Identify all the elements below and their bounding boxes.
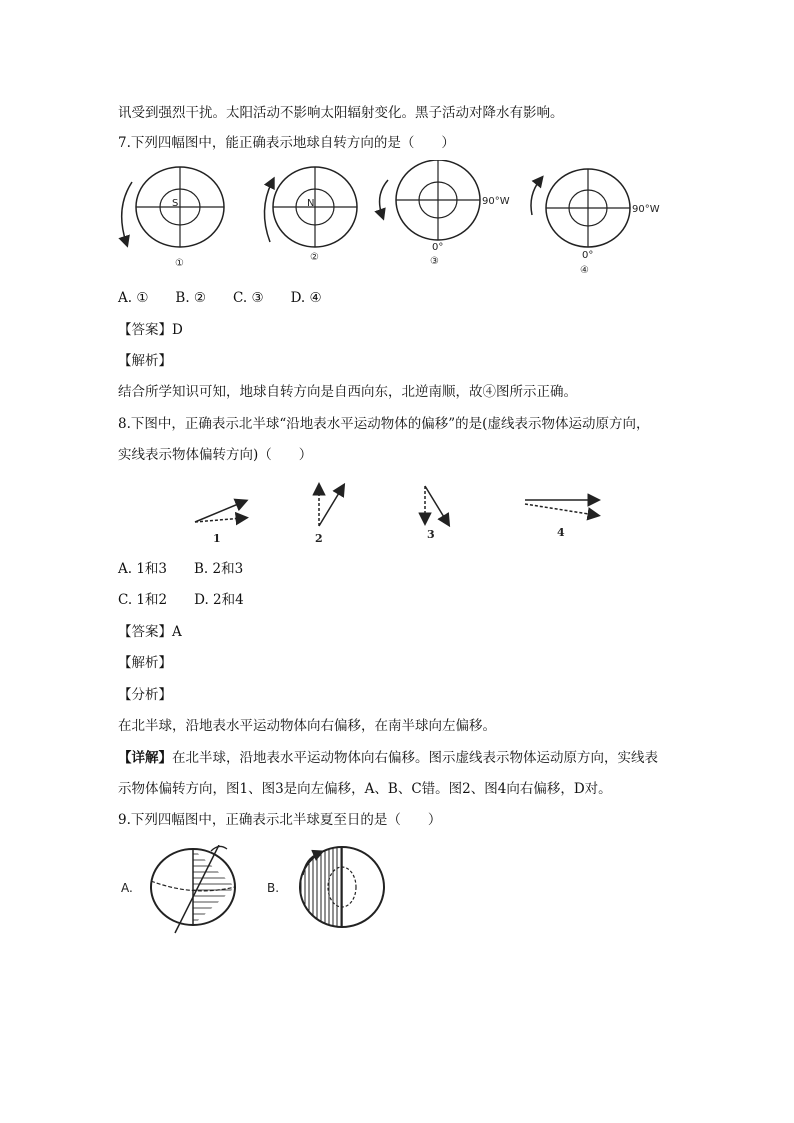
q8-detail-text1: 在北半球，沿地表水平运动物体向右偏移。图示虚线表示物体运动原方向，实线表 <box>172 750 658 766</box>
q7-analysis-tag: 【解析】 <box>118 353 172 369</box>
caption-4: ④ <box>580 265 589 276</box>
q7-analysis: 结合所学知识可知，地球自转方向是自西向东，北逆南顺，故④图所示正确。 <box>118 384 577 400</box>
arrow-label-2: 2 <box>315 532 323 545</box>
meridian-label-90w-3: 90°W <box>482 196 510 207</box>
arrow-label-1: 1 <box>213 532 221 545</box>
q8-options-line2: C. 1和2 D. 2和4 <box>118 592 244 608</box>
q7-globes-figure <box>110 160 690 280</box>
q8-fenxi-tag: 【分析】 <box>118 687 172 703</box>
q8-options-line1: A. 1和3 B. 2和3 <box>118 561 244 577</box>
arrow-label-4: 4 <box>557 526 565 539</box>
meridian-label-0-3: 0° <box>432 242 444 253</box>
arrow-group-2 <box>315 488 342 545</box>
q7-stem: 7.下列四幅图中，能正确表示地球自转方向的是（ ） <box>118 135 455 151</box>
meridian-label-0-4: 0° <box>582 250 594 261</box>
caption-1: ① <box>175 258 184 269</box>
arrow-group-1 <box>195 502 243 545</box>
q9-stem: 9.下列四幅图中，正确表示北半球夏至日的是（ ） <box>118 812 442 828</box>
q8-fenxi: 在北半球，沿地表水平运动物体向右偏移，在南半球向左偏移。 <box>118 718 496 734</box>
q8-detail-tag: 【详解】 <box>118 750 172 766</box>
globe-3 <box>380 160 510 267</box>
figure-a <box>151 845 235 933</box>
q8-stem-line2: 实线表示物体偏转方向)（ ） <box>118 447 313 463</box>
figure-b <box>300 847 384 927</box>
pole-label-n: N <box>307 198 315 209</box>
arrow-label-3: 3 <box>427 528 435 541</box>
q9-figures <box>115 845 405 935</box>
continuation-text: 讯受到强烈干扰。太阳活动不影响太阳辐射变化。黑子活动对降水有影响。 <box>118 105 564 121</box>
q8-arrows-figure <box>185 478 615 548</box>
meridian-label-90w-4: 90°W <box>632 204 660 215</box>
globe-2 <box>264 167 357 263</box>
caption-3: ③ <box>430 256 439 267</box>
q8-detail-line2: 示物体偏转方向，图1、图3是向左偏移，A、B、C错。图2、图4向右偏移，D对。 <box>118 781 612 797</box>
q8-analysis-tag: 【解析】 <box>118 655 172 671</box>
caption-2: ② <box>310 252 319 263</box>
q7-answer: 【答案】D <box>118 322 183 338</box>
option-b-label: B. <box>267 881 280 895</box>
arrow-group-4 <box>525 500 595 539</box>
globe-1 <box>122 167 224 269</box>
pole-label-s: S <box>172 198 179 209</box>
q8-answer: 【答案】A <box>118 624 182 640</box>
q8-detail-line1 <box>118 748 658 768</box>
arrow-group-3 <box>425 486 447 541</box>
q7-options: A. ① B. ② C. ③ D. ④ <box>118 290 322 306</box>
q8-stem-line1: 8.下图中，正确表示北半球“沿地表水平运动物体的偏移”的是(虚线表示物体运动原方向， <box>118 416 650 432</box>
option-a-label: A. <box>121 881 133 895</box>
globe-4 <box>531 169 660 276</box>
